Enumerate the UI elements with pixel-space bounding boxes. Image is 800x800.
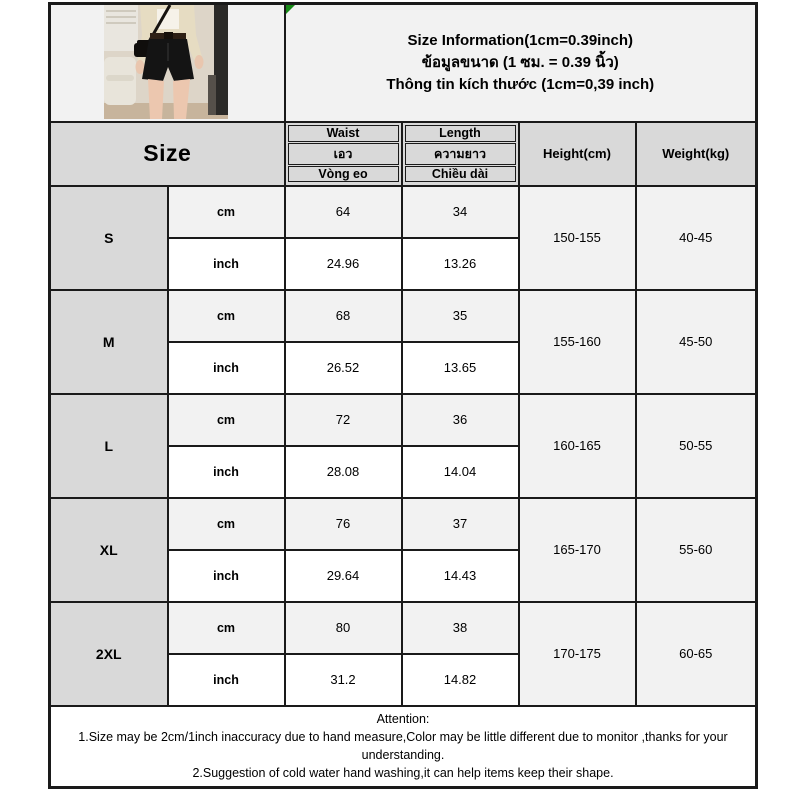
height-range-value: 160-165 bbox=[519, 394, 636, 498]
size-label-xl: XL bbox=[50, 498, 168, 602]
length-label-thai: ความยาว bbox=[405, 143, 516, 165]
weight-range-value: 55-60 bbox=[636, 498, 757, 602]
title-english: Size Information(1cm=0.39inch) bbox=[407, 31, 633, 49]
size-label-s: S bbox=[50, 186, 168, 290]
unit-inch-label: inch bbox=[168, 550, 285, 602]
height-range-value: 150-155 bbox=[519, 186, 636, 290]
attention-cell bbox=[50, 706, 757, 788]
length-cm-value: 35 bbox=[402, 290, 519, 342]
length-label-vietnamese: Chiều dài bbox=[405, 166, 516, 183]
waist-inch-value: 29.64 bbox=[285, 550, 402, 602]
weight-range-value: 60-65 bbox=[636, 602, 757, 706]
length-cm-value: 37 bbox=[402, 498, 519, 550]
title-thai: ข้อมูลขนาด (1 ซม. = 0.39 นิ้ว) bbox=[421, 53, 619, 71]
size-information-title-cell bbox=[285, 4, 757, 122]
attention-line-2: 2.Suggestion of cold water hand washing,it can help items keep their shape. bbox=[192, 765, 614, 780]
table-row-s-cm bbox=[50, 186, 757, 238]
size-column-header: Size bbox=[50, 122, 285, 186]
waist-inch-value: 24.96 bbox=[285, 238, 402, 290]
unit-inch-label: inch bbox=[168, 238, 285, 290]
waist-label-thai: เอว bbox=[288, 143, 399, 165]
waist-cm-value: 72 bbox=[285, 394, 402, 446]
height-column-header: Height(cm) bbox=[519, 122, 636, 186]
attention-line-1: 1.Size may be 2cm/1inch inaccuracy due to hand measure,Color may be little different due to monitor ,thanks for your understanding. bbox=[78, 729, 728, 762]
waist-inch-value: 26.52 bbox=[285, 342, 402, 394]
table-row-m-cm bbox=[50, 290, 757, 342]
waist-cm-value: 68 bbox=[285, 290, 402, 342]
table-row-2xl-cm bbox=[50, 602, 757, 654]
length-cm-value: 36 bbox=[402, 394, 519, 446]
size-label-2xl: 2XL bbox=[50, 602, 168, 706]
product-photo-cell bbox=[50, 4, 285, 122]
length-inch-value: 14.04 bbox=[402, 446, 519, 498]
unit-cm-label: cm bbox=[168, 186, 285, 238]
length-inch-value: 13.65 bbox=[402, 342, 519, 394]
waist-cm-value: 64 bbox=[285, 186, 402, 238]
product-photo bbox=[104, 5, 228, 119]
product-photo-illustration bbox=[104, 5, 228, 119]
unit-inch-label: inch bbox=[168, 654, 285, 706]
waist-inch-value: 31.2 bbox=[285, 654, 402, 706]
waist-column-header bbox=[285, 122, 402, 186]
length-cm-value: 34 bbox=[402, 186, 519, 238]
length-cm-value: 38 bbox=[402, 602, 519, 654]
length-inch-value: 14.82 bbox=[402, 654, 519, 706]
size-label-l: L bbox=[50, 394, 168, 498]
weight-column-header: Weight(kg) bbox=[636, 122, 757, 186]
table-row-l-cm bbox=[50, 394, 757, 446]
height-range-value: 170-175 bbox=[519, 602, 636, 706]
length-inch-value: 14.43 bbox=[402, 550, 519, 602]
column-header-row bbox=[50, 122, 757, 186]
length-column-header bbox=[402, 122, 519, 186]
attention-row bbox=[50, 706, 757, 788]
weight-range-value: 50-55 bbox=[636, 394, 757, 498]
size-label-m: M bbox=[50, 290, 168, 394]
unit-cm-label: cm bbox=[168, 498, 285, 550]
length-label-english: Length bbox=[405, 125, 516, 142]
banner-row bbox=[50, 4, 757, 122]
height-range-value: 155-160 bbox=[519, 290, 636, 394]
height-range-value: 165-170 bbox=[519, 498, 636, 602]
weight-range-value: 40-45 bbox=[636, 186, 757, 290]
unit-cm-label: cm bbox=[168, 394, 285, 446]
waist-cm-value: 80 bbox=[285, 602, 402, 654]
cell-corner-marker-icon bbox=[286, 5, 295, 14]
waist-label-vietnamese: Vòng eo bbox=[288, 166, 399, 183]
length-inch-value: 13.26 bbox=[402, 238, 519, 290]
waist-cm-value: 76 bbox=[285, 498, 402, 550]
weight-range-value: 45-50 bbox=[636, 290, 757, 394]
attention-title: Attention: bbox=[376, 711, 430, 726]
waist-inch-value: 28.08 bbox=[285, 446, 402, 498]
size-chart-table bbox=[48, 2, 758, 789]
waist-label-english: Waist bbox=[288, 125, 399, 142]
unit-inch-label: inch bbox=[168, 342, 285, 394]
table-row-xl-cm bbox=[50, 498, 757, 550]
unit-cm-label: cm bbox=[168, 290, 285, 342]
title-vietnamese: Thông tin kích thước (1cm=0,39 inch) bbox=[386, 75, 655, 93]
unit-cm-label: cm bbox=[168, 602, 285, 654]
unit-inch-label: inch bbox=[168, 446, 285, 498]
